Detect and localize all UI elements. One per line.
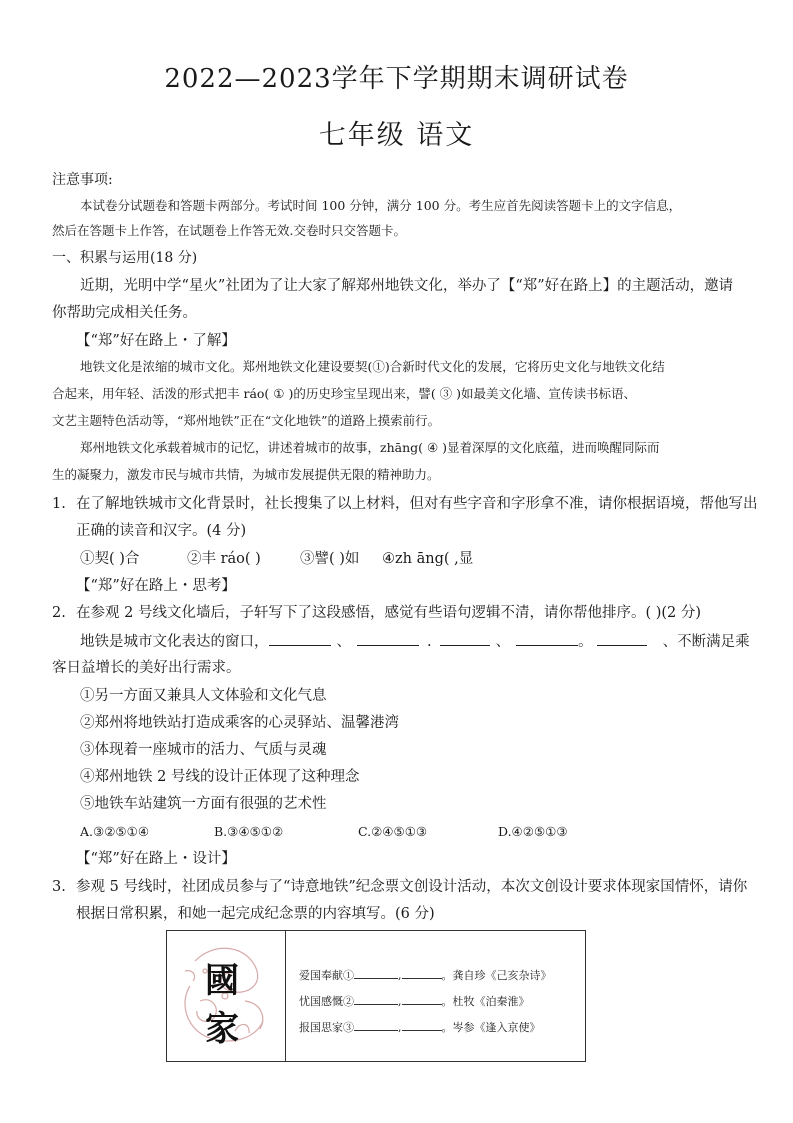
notice-line-1: 本试卷分试题卷和答题卡两部分。考试时间 100 分钟，满分 100 分。考生应首先阅读答题卡上的文字信息，	[80, 198, 682, 213]
page-title: 2022—2023学年下学期期末调研试卷	[164, 64, 629, 94]
q2-sentence-4: ④郑州地铁 2 号线的设计正体现了这种理念	[80, 769, 360, 785]
ticket-row-3-sep: ,	[398, 1021, 402, 1034]
q2-blank-4[interactable]	[516, 631, 578, 646]
q1-option-3[interactable]: ③譬( )如	[300, 551, 360, 567]
notice-heading: 注意事项:	[52, 172, 113, 188]
subsection-understand: 【“郑”好在路上・了解】	[76, 333, 236, 349]
q2-line-2: 客日益增长的美好出行需求。	[52, 660, 241, 676]
intro-line-1: 近期，光明中学“星火”社团为了让大家了解郑州地铁文化，举办了【“郑”好在路上】的主题活动，邀请	[80, 278, 734, 294]
q2-sep-4: 。	[578, 634, 593, 650]
passage-2-line-2: 生的凝聚力，激发市民与城市共情，为城市发展提供无限的精神助力。	[52, 467, 440, 482]
ticket-char-guo: 國	[205, 961, 239, 1001]
q2-sentence-3: ③体现着一座城市的活力、气质与灵魂	[80, 742, 327, 758]
ticket-row-2-blank-b[interactable]	[402, 994, 442, 1005]
ticket-char-jia: 家	[205, 1009, 239, 1049]
q3-text-2: 根据日常积累，和她一起完成纪念票的内容填写。(6 分)	[76, 906, 435, 922]
ticket-row-2-source: 。杜牧《泊秦淮》	[441, 995, 530, 1008]
subsection-think: 【“郑”好在路上・思考】	[76, 578, 236, 594]
ticket-row-3-blank-b[interactable]	[402, 1020, 442, 1031]
q3-text-1: 参观 5 号线时，社团成员参与了“诗意地铁”纪念票文创设计活动，本次文创设计要求体现家国情怀，请你	[76, 879, 748, 895]
ticket-row-3	[299, 1019, 541, 1035]
ticket-row-2-blank-a[interactable]	[354, 994, 398, 1005]
q2-blank-5[interactable]	[597, 631, 647, 646]
ticket-row-1-blank-a[interactable]	[354, 968, 398, 979]
q2-number: 2.	[52, 605, 66, 621]
ticket-row-3-label: 报国思家③	[299, 1021, 354, 1034]
q1-number: 1.	[52, 496, 66, 512]
passage-1-line-2: 合起来，用年轻、活泼的形式把丰 ráo( ① )的历史珍宝呈现出来，譬( ③ )如最美文化墙、宣传读书标语、	[52, 386, 637, 401]
q1-option-1[interactable]: ①契( )合	[80, 551, 140, 567]
q2-line-start: 地铁是城市文化表达的窗口，	[80, 634, 269, 650]
ticket-row-2-label: 忧国感慨②	[299, 995, 354, 1008]
commemorative-ticket	[166, 930, 586, 1062]
ticket-emblem-panel	[167, 931, 286, 1061]
q2-sep-3: 、	[495, 634, 511, 650]
q1-option-2[interactable]: ②丰 ráo( )	[187, 551, 261, 567]
ticket-row-1-sep: ,	[398, 969, 402, 982]
q2-blank-2[interactable]	[357, 631, 419, 646]
ticket-row-1-blank-b[interactable]	[402, 968, 442, 979]
q2-line-end: 、不断满足乘	[662, 634, 750, 650]
q1-option-4[interactable]: ④zh āng( ,显	[382, 551, 474, 567]
ticket-content	[287, 931, 583, 1061]
ticket-row-3-blank-a[interactable]	[354, 1020, 398, 1031]
page-subtitle: 七年级 语文	[318, 120, 475, 151]
q2-sentence-2: ②郑州将地铁站打造成乘客的心灵驿站、温馨港湾	[80, 715, 399, 731]
passage-1-line-1: 地铁文化是浓缩的城市文化。郑州地铁文化建设要契(①)合新时代文化的发展，它将历史文化与地铁文化结	[80, 359, 665, 374]
q2-choice-d[interactable]: D.④②⑤①③	[498, 824, 568, 839]
ticket-row-1	[299, 967, 552, 983]
q2-sentence-1: ①另一方面又兼具人文体验和文化气息	[80, 688, 327, 704]
ticket-row-2	[299, 993, 530, 1009]
subsection-design: 【“郑”好在路上・设计】	[76, 851, 236, 867]
q2-sep-1: 、	[336, 634, 351, 650]
intro-line-2: 你帮助完成相关任务。	[52, 305, 197, 321]
q2-choice-a[interactable]: A.③②⑤①④	[80, 824, 150, 839]
q2-text: 在参观 2 号线文化墙后，子轩写下了这段感悟，感觉有些语句逻辑不清，请你帮他排序。( )(2 分)	[76, 605, 702, 621]
q1-text-2: 正确的读音和汉字。(4 分)	[76, 523, 247, 539]
q2-choice-b[interactable]: B.③④⑤①②	[214, 824, 284, 839]
section-heading: 一、积累与运用(18 分)	[52, 250, 198, 266]
passage-1-line-3: 文艺主题特色活动等，“郑州地铁”正在“文化地铁”的道路上摸索前行。	[52, 413, 441, 428]
q2-choice-c[interactable]: C.②④⑤①③	[358, 824, 428, 839]
q2-fill-line	[80, 631, 750, 652]
passage-2-line-1: 郑州地铁文化承载着城市的记忆，讲述着城市的故事，zhāng( ④ )显着深厚的文化底蕴，进而唤醒同际而	[80, 440, 660, 455]
q1-text-1: 在了解地铁城市文化背景时，社长搜集了以上材料，但对有些字音和字形拿不准，请你根据语境，帮他写出	[76, 496, 758, 512]
q2-sep-2: .	[427, 634, 432, 650]
ticket-row-1-source: 。龚自珍《己亥杂诗》	[441, 969, 552, 982]
q3-number: 3.	[52, 879, 66, 895]
q2-blank-3[interactable]	[440, 631, 490, 646]
ticket-row-1-label: 爱国奉献①	[299, 969, 354, 982]
notice-line-2: 然后在答题卡上作答，在试题卷上作答无效.交卷时只交答题卡。	[52, 223, 406, 238]
q2-sentence-5: ⑤地铁车站建筑一方面有很强的艺术性	[80, 796, 327, 812]
q2-blank-1[interactable]	[269, 631, 331, 646]
ticket-row-2-sep: ,	[398, 995, 402, 1008]
ticket-row-3-source: 。岑参《逢入京使》	[441, 1021, 541, 1034]
